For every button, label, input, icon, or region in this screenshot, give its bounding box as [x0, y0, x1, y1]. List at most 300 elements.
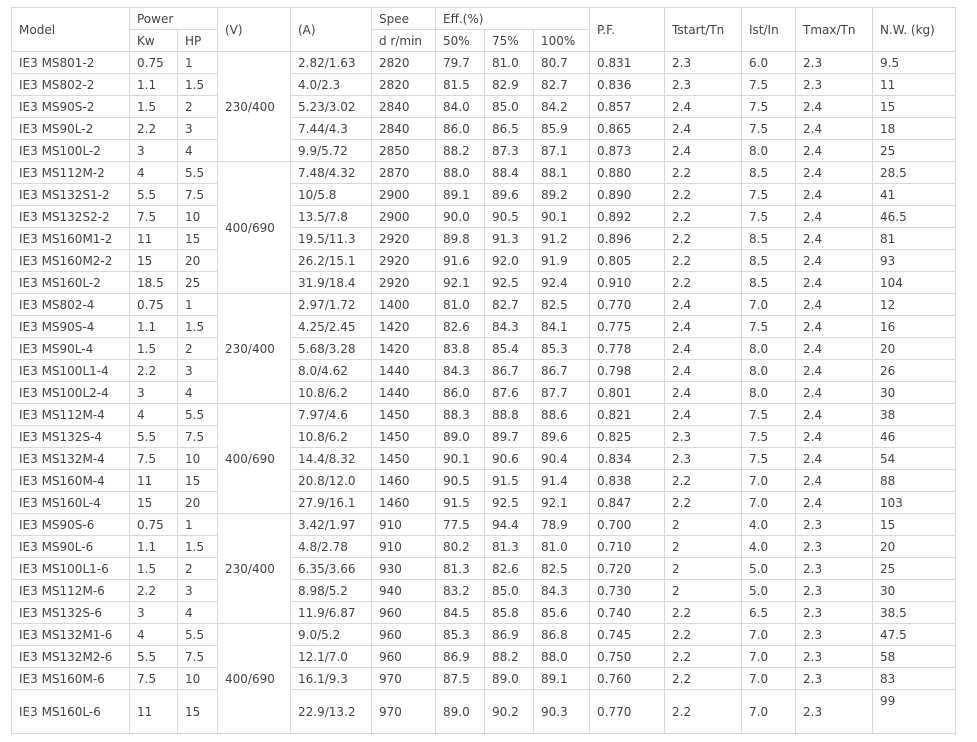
cell-model: IE3 MS132S-4 [12, 426, 130, 448]
cell-kw: 1.1 [130, 536, 178, 558]
cell-current: 10/5.8 [291, 184, 372, 206]
cell-net-weight: 81 [873, 228, 956, 250]
cell-kw: 7.5 [130, 206, 178, 228]
cell-power-factor: 0.825 [590, 426, 665, 448]
table-row [12, 52, 956, 74]
cell-net-weight: 26 [873, 360, 956, 382]
cell-kw: 11 [130, 690, 178, 734]
cell-net-weight: 15 [873, 96, 956, 118]
cell-speed: 940 [372, 580, 436, 602]
cell-power-factor: 0.720 [590, 558, 665, 580]
cell-hp: 5.5 [178, 624, 218, 646]
cell-speed: 2900 [372, 184, 436, 206]
cell-eff-75: 81.0 [485, 52, 534, 74]
cell-speed: 1400 [372, 294, 436, 316]
cell-ist: 8.0 [742, 360, 796, 382]
cell-eff-75: 90.2 [485, 690, 534, 734]
cell-model: IE3 MS100L-2 [12, 140, 130, 162]
cell-current: 4.0/2.3 [291, 74, 372, 96]
cell-current: 27.9/16.1 [291, 492, 372, 514]
cell-eff-50: 84.5 [436, 602, 485, 624]
cell-ist: 7.0 [742, 624, 796, 646]
cell-eff-50: 81.5 [436, 74, 485, 96]
cell-hp: 1.5 [178, 536, 218, 558]
cell-hp: 7.5 [178, 426, 218, 448]
cell-power-factor: 0.865 [590, 118, 665, 140]
cell-kw: 4 [130, 624, 178, 646]
cell-tstart: 2.2 [665, 228, 742, 250]
cell-hp: 7.5 [178, 646, 218, 668]
cell-net-weight: 11 [873, 74, 956, 96]
cell-eff-75: 88.4 [485, 162, 534, 184]
cell-eff-100: 88.0 [534, 646, 590, 668]
cell-eff-100: 82.7 [534, 74, 590, 96]
cell-model: IE3 MS112M-2 [12, 162, 130, 184]
cell-hp: 10 [178, 448, 218, 470]
cell-tmax: 2.3 [796, 74, 873, 96]
cell-eff-75: 82.6 [485, 558, 534, 580]
cell-eff-75: 88.2 [485, 646, 534, 668]
cell-power-factor: 0.831 [590, 52, 665, 74]
header-power: Power [130, 8, 218, 30]
table-body [12, 52, 956, 734]
cell-speed: 2920 [372, 250, 436, 272]
cell-speed: 2820 [372, 74, 436, 96]
cell-ist: 7.5 [742, 184, 796, 206]
table-row [12, 74, 956, 96]
cell-speed: 1450 [372, 426, 436, 448]
cell-ist: 8.0 [742, 338, 796, 360]
cell-model: IE3 MS160L-4 [12, 492, 130, 514]
cell-power-factor: 0.760 [590, 668, 665, 690]
cell-tstart: 2.3 [665, 426, 742, 448]
cell-model: IE3 MS100L2-4 [12, 382, 130, 404]
cell-eff-100: 88.1 [534, 162, 590, 184]
cell-kw: 2.2 [130, 580, 178, 602]
cell-tmax: 2.4 [796, 118, 873, 140]
cell-current: 9.0/5.2 [291, 624, 372, 646]
cell-eff-100: 82.5 [534, 294, 590, 316]
cell-eff-100: 84.2 [534, 96, 590, 118]
cell-net-weight: 47.5 [873, 624, 956, 646]
header-power-factor: P.F. [590, 8, 665, 52]
cell-net-weight: 41 [873, 184, 956, 206]
cell-tmax: 2.4 [796, 272, 873, 294]
cell-eff-100: 88.6 [534, 404, 590, 426]
cell-tmax: 2.3 [796, 514, 873, 536]
cell-eff-50: 84.0 [436, 96, 485, 118]
cell-tstart: 2.2 [665, 206, 742, 228]
cell-eff-75: 85.0 [485, 580, 534, 602]
cell-current: 9.9/5.72 [291, 140, 372, 162]
cell-speed: 910 [372, 536, 436, 558]
table-row [12, 690, 956, 734]
cell-eff-75: 92.0 [485, 250, 534, 272]
cell-power-factor: 0.873 [590, 140, 665, 162]
cell-speed: 1450 [372, 448, 436, 470]
table-row [12, 118, 956, 140]
cell-model: IE3 MS90L-2 [12, 118, 130, 140]
cell-net-weight: 104 [873, 272, 956, 294]
cell-eff-50: 91.5 [436, 492, 485, 514]
header-model: Model [12, 8, 130, 52]
cell-power-factor: 0.805 [590, 250, 665, 272]
cell-kw: 3 [130, 140, 178, 162]
cell-hp: 7.5 [178, 184, 218, 206]
cell-tmax: 2.3 [796, 580, 873, 602]
cell-hp: 15 [178, 228, 218, 250]
cell-eff-50: 88.0 [436, 162, 485, 184]
cell-speed: 930 [372, 558, 436, 580]
cell-hp: 5.5 [178, 404, 218, 426]
cell-speed: 960 [372, 624, 436, 646]
cell-current: 8.0/4.62 [291, 360, 372, 382]
cell-eff-75: 87.3 [485, 140, 534, 162]
cell-current: 2.82/1.63 [291, 52, 372, 74]
cell-current: 4.8/2.78 [291, 536, 372, 558]
cell-kw: 0.75 [130, 52, 178, 74]
cell-hp: 10 [178, 206, 218, 228]
cell-hp: 4 [178, 602, 218, 624]
cell-eff-50: 83.2 [436, 580, 485, 602]
cell-tstart: 2.4 [665, 140, 742, 162]
cell-tstart: 2.4 [665, 316, 742, 338]
cell-ist: 7.5 [742, 404, 796, 426]
cell-eff-75: 84.3 [485, 316, 534, 338]
table-row [12, 96, 956, 118]
cell-eff-100: 92.4 [534, 272, 590, 294]
cell-net-weight: 46.5 [873, 206, 956, 228]
table-row [12, 294, 956, 316]
cell-tmax: 2.4 [796, 294, 873, 316]
cell-power-factor: 0.836 [590, 74, 665, 96]
cell-eff-50: 86.0 [436, 118, 485, 140]
cell-ist: 6.0 [742, 52, 796, 74]
cell-kw: 2.2 [130, 118, 178, 140]
cell-eff-75: 82.9 [485, 74, 534, 96]
cell-model: IE3 MS100L1-6 [12, 558, 130, 580]
cell-eff-75: 92.5 [485, 492, 534, 514]
cell-hp: 1.5 [178, 316, 218, 338]
cell-speed: 910 [372, 514, 436, 536]
table-row [12, 602, 956, 624]
cell-power-factor: 0.838 [590, 470, 665, 492]
cell-model: IE3 MS160L-6 [12, 690, 130, 734]
cell-ist: 7.5 [742, 118, 796, 140]
cell-eff-100: 89.6 [534, 426, 590, 448]
cell-kw: 15 [130, 250, 178, 272]
cell-eff-50: 89.1 [436, 184, 485, 206]
table-row [12, 536, 956, 558]
cell-power-factor: 0.770 [590, 690, 665, 734]
cell-power-factor: 0.834 [590, 448, 665, 470]
cell-kw: 15 [130, 492, 178, 514]
cell-tmax: 2.3 [796, 558, 873, 580]
cell-eff-50: 86.0 [436, 382, 485, 404]
cell-ist: 7.5 [742, 74, 796, 96]
header-speed-top: Spee [372, 8, 436, 30]
cell-model: IE3 MS100L1-4 [12, 360, 130, 382]
cell-eff-100: 84.3 [534, 580, 590, 602]
cell-current: 5.68/3.28 [291, 338, 372, 360]
table-row [12, 580, 956, 602]
cell-hp: 10 [178, 668, 218, 690]
cell-power-factor: 0.798 [590, 360, 665, 382]
cell-net-weight: 9.5 [873, 52, 956, 74]
cell-speed: 960 [372, 646, 436, 668]
cell-tmax: 2.3 [796, 624, 873, 646]
cell-eff-75: 86.7 [485, 360, 534, 382]
cell-tmax: 2.4 [796, 162, 873, 184]
cell-tmax: 2.4 [796, 360, 873, 382]
cell-eff-75: 91.3 [485, 228, 534, 250]
cell-tstart: 2.4 [665, 96, 742, 118]
table-row [12, 140, 956, 162]
cell-kw: 7.5 [130, 668, 178, 690]
cell-ist: 4.0 [742, 514, 796, 536]
cell-power-factor: 0.750 [590, 646, 665, 668]
cell-net-weight: 12 [873, 294, 956, 316]
table-row [12, 646, 956, 668]
cell-current: 6.35/3.66 [291, 558, 372, 580]
cell-hp: 20 [178, 492, 218, 514]
cell-speed: 2900 [372, 206, 436, 228]
cell-kw: 18.5 [130, 272, 178, 294]
cell-speed: 970 [372, 668, 436, 690]
cell-current: 14.4/8.32 [291, 448, 372, 470]
cell-hp: 3 [178, 360, 218, 382]
cell-net-weight: 38.5 [873, 602, 956, 624]
cell-model: IE3 MS132S2-2 [12, 206, 130, 228]
cell-tstart: 2.4 [665, 294, 742, 316]
cell-model: IE3 MS160M-6 [12, 668, 130, 690]
table-row [12, 404, 956, 426]
cell-current: 19.5/11.3 [291, 228, 372, 250]
cell-kw: 3 [130, 602, 178, 624]
cell-tmax: 2.3 [796, 690, 873, 734]
motor-spec-table [11, 7, 956, 734]
cell-eff-100: 78.9 [534, 514, 590, 536]
cell-eff-50: 80.2 [436, 536, 485, 558]
cell-speed: 960 [372, 602, 436, 624]
cell-eff-100: 91.4 [534, 470, 590, 492]
cell-eff-75: 82.7 [485, 294, 534, 316]
cell-net-weight: 16 [873, 316, 956, 338]
cell-ist: 7.5 [742, 426, 796, 448]
cell-kw: 0.75 [130, 514, 178, 536]
cell-eff-50: 85.3 [436, 624, 485, 646]
cell-speed: 1460 [372, 470, 436, 492]
cell-eff-100: 89.1 [534, 668, 590, 690]
cell-tmax: 2.3 [796, 602, 873, 624]
cell-net-weight: 88 [873, 470, 956, 492]
cell-tstart: 2.3 [665, 74, 742, 96]
cell-ist: 7.0 [742, 690, 796, 734]
cell-kw: 4 [130, 404, 178, 426]
cell-speed: 2840 [372, 118, 436, 140]
cell-tmax: 2.3 [796, 52, 873, 74]
motor-spec-table-container [11, 7, 956, 734]
cell-net-weight: 103 [873, 492, 956, 514]
cell-eff-50: 77.5 [436, 514, 485, 536]
cell-tmax: 2.4 [796, 338, 873, 360]
cell-tstart: 2.4 [665, 338, 742, 360]
cell-eff-100: 85.3 [534, 338, 590, 360]
cell-hp: 15 [178, 690, 218, 734]
cell-hp: 25 [178, 272, 218, 294]
cell-tmax: 2.4 [796, 404, 873, 426]
cell-model: IE3 MS132S-6 [12, 602, 130, 624]
cell-tmax: 2.3 [796, 668, 873, 690]
cell-voltage: 230/400 [218, 52, 291, 162]
cell-ist: 7.0 [742, 668, 796, 690]
cell-eff-75: 91.5 [485, 470, 534, 492]
cell-eff-100: 81.0 [534, 536, 590, 558]
cell-eff-75: 85.0 [485, 96, 534, 118]
cell-eff-50: 89.0 [436, 426, 485, 448]
cell-model: IE3 MS132M1-6 [12, 624, 130, 646]
cell-eff-100: 91.2 [534, 228, 590, 250]
cell-speed: 1420 [372, 338, 436, 360]
cell-ist: 5.0 [742, 580, 796, 602]
cell-ist: 8.0 [742, 140, 796, 162]
cell-model: IE3 MS90L-6 [12, 536, 130, 558]
cell-power-factor: 0.847 [590, 492, 665, 514]
header-eff-50: 50% [436, 30, 485, 52]
cell-net-weight: 20 [873, 536, 956, 558]
table-row [12, 624, 956, 646]
cell-ist: 8.5 [742, 250, 796, 272]
cell-power-factor: 0.745 [590, 624, 665, 646]
cell-kw: 1.5 [130, 338, 178, 360]
cell-current: 13.5/7.8 [291, 206, 372, 228]
cell-hp: 5.5 [178, 162, 218, 184]
cell-speed: 2820 [372, 52, 436, 74]
table-row [12, 514, 956, 536]
cell-tstart: 2 [665, 580, 742, 602]
cell-tmax: 2.4 [796, 228, 873, 250]
cell-current: 11.9/6.87 [291, 602, 372, 624]
header-current: (A) [291, 8, 372, 52]
table-row [12, 250, 956, 272]
cell-power-factor: 0.892 [590, 206, 665, 228]
cell-model: IE3 MS132M-4 [12, 448, 130, 470]
header-tstart: Tstart/Tn [665, 8, 742, 52]
cell-net-weight: 99 [873, 690, 956, 734]
cell-kw: 7.5 [130, 448, 178, 470]
cell-tstart: 2.2 [665, 602, 742, 624]
header-ist: Ist/In [742, 8, 796, 52]
cell-voltage: 400/690 [218, 404, 291, 514]
cell-model: IE3 MS112M-4 [12, 404, 130, 426]
cell-model: IE3 MS160M2-2 [12, 250, 130, 272]
table-row [12, 492, 956, 514]
table-row [12, 558, 956, 580]
cell-eff-100: 84.1 [534, 316, 590, 338]
table-header [12, 8, 956, 52]
cell-tmax: 2.3 [796, 536, 873, 558]
cell-current: 7.97/4.6 [291, 404, 372, 426]
table-row [12, 272, 956, 294]
cell-ist: 8.5 [742, 228, 796, 250]
cell-eff-50: 91.6 [436, 250, 485, 272]
cell-tstart: 2.2 [665, 162, 742, 184]
cell-eff-75: 89.6 [485, 184, 534, 206]
cell-model: IE3 MS132M2-6 [12, 646, 130, 668]
cell-eff-75: 89.0 [485, 668, 534, 690]
cell-kw: 1.1 [130, 74, 178, 96]
table-row [12, 184, 956, 206]
cell-eff-50: 87.5 [436, 668, 485, 690]
header-eff-75: 75% [485, 30, 534, 52]
cell-eff-100: 91.9 [534, 250, 590, 272]
cell-eff-50: 92.1 [436, 272, 485, 294]
cell-current: 7.48/4.32 [291, 162, 372, 184]
cell-power-factor: 0.778 [590, 338, 665, 360]
cell-tmax: 2.4 [796, 316, 873, 338]
cell-power-factor: 0.710 [590, 536, 665, 558]
cell-ist: 7.0 [742, 492, 796, 514]
cell-ist: 8.5 [742, 162, 796, 184]
cell-tmax: 2.4 [796, 382, 873, 404]
cell-power-factor: 0.801 [590, 382, 665, 404]
cell-hp: 3 [178, 118, 218, 140]
cell-power-factor: 0.700 [590, 514, 665, 536]
cell-current: 16.1/9.3 [291, 668, 372, 690]
cell-hp: 2 [178, 338, 218, 360]
table-row [12, 668, 956, 690]
cell-hp: 1 [178, 52, 218, 74]
cell-tstart: 2.2 [665, 272, 742, 294]
cell-net-weight: 30 [873, 382, 956, 404]
cell-tmax: 2.3 [796, 646, 873, 668]
cell-tstart: 2.2 [665, 646, 742, 668]
cell-speed: 2920 [372, 228, 436, 250]
cell-eff-100: 87.1 [534, 140, 590, 162]
cell-ist: 7.0 [742, 470, 796, 492]
cell-ist: 4.0 [742, 536, 796, 558]
cell-tstart: 2.4 [665, 360, 742, 382]
cell-model: IE3 MS112M-6 [12, 580, 130, 602]
cell-speed: 1420 [372, 316, 436, 338]
cell-speed: 2920 [372, 272, 436, 294]
cell-kw: 5.5 [130, 646, 178, 668]
cell-tmax: 2.4 [796, 426, 873, 448]
cell-hp: 1.5 [178, 74, 218, 96]
cell-model: IE3 MS132S1-2 [12, 184, 130, 206]
cell-eff-75: 92.5 [485, 272, 534, 294]
header-voltage: (V) [218, 8, 291, 52]
cell-kw: 1.5 [130, 96, 178, 118]
cell-eff-75: 87.6 [485, 382, 534, 404]
cell-kw: 5.5 [130, 184, 178, 206]
cell-speed: 2850 [372, 140, 436, 162]
header-kw: Kw [130, 30, 178, 52]
cell-ist: 7.5 [742, 96, 796, 118]
cell-eff-75: 90.5 [485, 206, 534, 228]
cell-model: IE3 MS160L-2 [12, 272, 130, 294]
cell-tmax: 2.4 [796, 448, 873, 470]
cell-power-factor: 0.821 [590, 404, 665, 426]
cell-kw: 3 [130, 382, 178, 404]
cell-tstart: 2.2 [665, 250, 742, 272]
cell-power-factor: 0.857 [590, 96, 665, 118]
cell-tmax: 2.4 [796, 140, 873, 162]
cell-net-weight: 25 [873, 558, 956, 580]
cell-model: IE3 MS90S-6 [12, 514, 130, 536]
cell-tstart: 2.4 [665, 404, 742, 426]
cell-tstart: 2.2 [665, 668, 742, 690]
